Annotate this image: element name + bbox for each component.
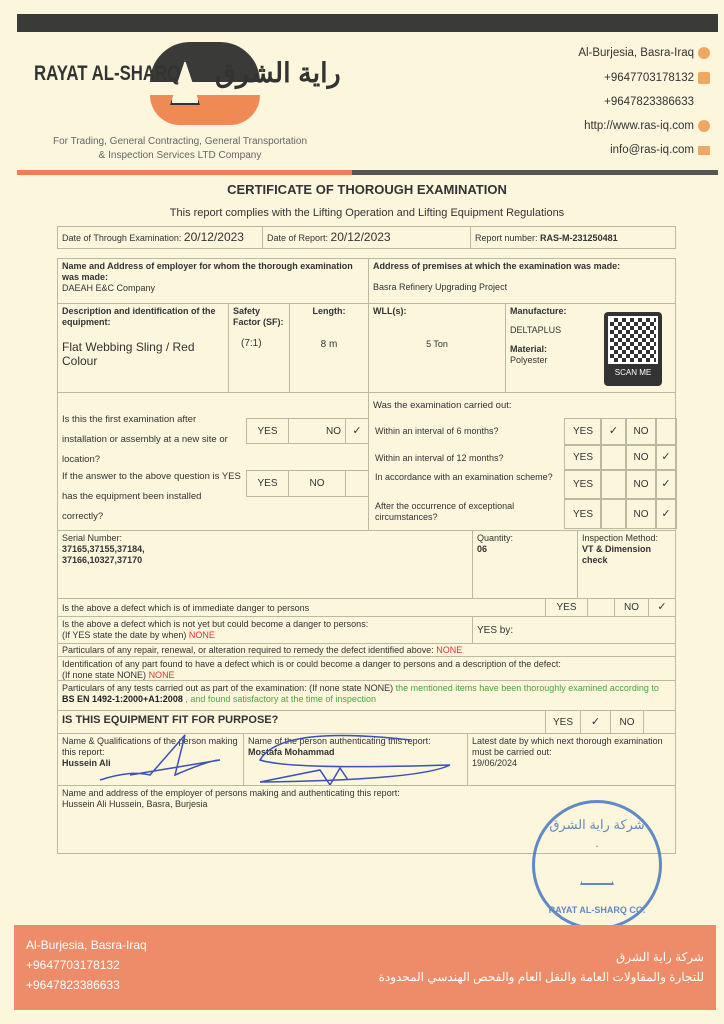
carried-out-no[interactable]: NO [625,499,657,529]
carried-out-no[interactable]: NO [625,445,657,470]
label: Length: [312,306,346,316]
value: Hussein Ali Hussein, Basra, Burjesia [62,799,208,809]
carried-out-checkbox: ✓ [600,418,627,445]
safety-factor-cell [228,303,290,393]
immediate-yes[interactable]: YES [545,598,588,617]
company-stamp [532,800,662,930]
carried-out-question: After the occurrence of exceptional circumstances? [375,501,515,522]
value: 19/06/2024 [472,758,518,768]
footer-arabic [379,947,704,987]
q1-no[interactable]: NO [288,418,346,444]
label: Quantity: [477,533,514,543]
carried-out-question: Within an interval of 12 months? [375,453,504,463]
next-exam-cell [467,733,676,786]
carried-out-checkbox [600,470,627,499]
label: Is the above a defect which is not yet but could become a danger to persons: [62,619,369,629]
label: Identification of any part found to have a defect which is or could become a danger to persons and a description of the defect: [62,659,561,669]
qr-code[interactable] [604,312,662,386]
website-text[interactable]: http://www.ras-iq.com [584,120,694,132]
footer-contact [26,935,147,995]
q1-yes[interactable]: YES [246,418,289,444]
value: NONE [436,645,463,655]
label: Address of premises at which the examination was made: [373,261,621,271]
label: Material: [510,344,548,354]
top-bar [17,14,718,32]
signatures [90,730,470,790]
email-text[interactable]: info@ras-iq.com [610,144,694,156]
carried-out-yes[interactable]: YES [564,470,602,499]
footer-address: Al-Burjesia, Basra-Iraq [26,938,147,952]
value: 20/12/2023 [330,230,391,244]
value: VT & Dimension check [582,544,652,565]
carried-out-question: In accordance with an examination scheme? [375,472,553,482]
brand-name-arabic: راية الشرق [215,58,341,88]
fit-yes[interactable]: YES [545,710,581,734]
globe-icon [698,120,710,132]
footer-arabic-line-2: للتجارة والمقاولات العامة والنقل العام والفحص الهندسي المحدودة [378,970,704,984]
immediate-danger-question: Is the above a defect which is of immediate danger to persons [57,598,546,617]
employer-cell [57,258,369,304]
stamp-english-text: RAYAT AL-SHARQ CO. [548,905,646,915]
value: RAS-M-231250481 [540,233,618,243]
location-pin-icon [698,47,710,59]
qr-icon [608,316,658,364]
label: Name and address of the employer of persons making and authenticating this report: [62,788,400,798]
carried-out-checkbox: ✓ [655,499,677,529]
value: Basra Refinery Upgrading Project [373,282,508,292]
carried-out-checkbox: ✓ [655,445,677,470]
scan-me-label: SCAN ME [614,368,652,377]
contact-address [578,47,710,59]
stamp-arabic-text: شركة راية الشرق [549,817,645,832]
footer-phone-2: +9647823386633 [26,978,120,992]
label: (If YES state the date by when) [62,630,187,640]
stamp-derrick-icon [580,845,614,885]
label: Safety Factor (SF): [233,306,284,327]
immediate-yes-box [587,598,615,617]
fit-no[interactable]: NO [610,710,644,734]
value: 5 Ton [426,339,448,349]
description-cell [57,303,229,393]
value: NONE [148,670,175,680]
yes-by-field[interactable]: YES by: [472,616,676,644]
contact-phone-1 [604,72,710,84]
quantity-cell [472,530,578,599]
serial-line-1: 37165,37155,37184, [62,544,145,554]
divider-dark [352,170,718,175]
label: Inspection Method: [582,533,659,543]
signature-mostafa [260,736,450,786]
label: Manufacture: [510,306,567,316]
standard: BS EN 1492-1:2000+A1:2008 [62,694,183,704]
value: Flat Webbing Sling / Red Colour [62,340,195,368]
signature-hussein [100,735,220,780]
contact-email [610,144,710,156]
q2-yes[interactable]: YES [246,470,289,497]
length-cell [289,303,369,393]
label: WLL(s): [373,306,407,316]
report-number [470,226,676,249]
q2-empty [345,470,369,497]
carried-out-checkbox: ✓ [655,470,677,499]
manufacture-cell [505,303,597,393]
label: Particulars of any tests carried out as part of the examination: (If none state NONE) [62,683,394,693]
phone-text: +9647823386633 [604,96,694,108]
fit-yes-checkmark: ✓ [580,710,611,734]
identification-cell [57,656,676,681]
contact-phone-2 [604,96,694,108]
immediate-no-checkmark: ✓ [648,598,676,617]
immediate-no[interactable]: NO [614,598,649,617]
value: NONE [188,630,215,640]
label: Report number: [475,233,538,243]
carried-out-no[interactable]: NO [625,418,657,445]
qr-cell [596,303,676,393]
contact-website [584,120,710,132]
carried-out-yes[interactable]: YES [564,445,602,470]
installed-correctly-question: If the answer to the above question is YES has the equipment been installed correctly? [62,471,241,522]
tagline [20,135,340,163]
future-danger-cell [57,616,473,644]
value: Mostafa Mohammad [248,747,335,757]
label: Date of Report: [267,233,329,243]
label: Date of Through Examination: [62,233,182,243]
q2-no[interactable]: NO [288,470,346,497]
value: , and found satisfactory at the time of inspection [185,694,376,704]
serial-line-2: 37166,10327,37170 [62,555,143,565]
premises-cell [368,258,676,304]
divider-orange [17,170,352,175]
tests-cell [57,680,676,711]
certificate-title: CERTIFICATE OF THOROUGH EXAMINATION [227,182,507,197]
label: Serial Number: [62,533,123,543]
label: Name of the person authenticating this report: [248,736,431,746]
label: Particulars of any repair, renewal, or alteration required to remedy the defect identified above: [62,645,434,655]
exam-date [57,226,263,249]
fit-no-box [643,710,676,734]
carried-out-label: Was the examination carried out: [373,400,512,411]
tagline-line-2: & Inspection Services LTD Company [98,150,262,161]
wll-cell [368,303,506,393]
label: Name and Address of employer for whom the thorough examination was made: [62,261,353,282]
carried-out-checkbox [655,418,677,445]
value: 20/12/2023 [183,230,244,244]
footer-band [14,925,716,1010]
address-text: Al-Burjesia, Basra-Iraq [578,47,694,59]
value: Hussein Ali [62,758,111,768]
phone-icon [698,72,710,84]
repair-cell [57,643,676,657]
phone-text: +9647703178132 [604,72,694,84]
value: DAEAH E&C Company [62,283,156,293]
first-exam-question: Is this the first examination after installation or assembly at a new site or location? [62,414,228,465]
carried-out-yes[interactable]: YES [564,418,602,445]
q1-no-checkmark: ✓ [345,418,369,444]
label: IS THIS EQUIPMENT FIT FOR PURPOSE? [62,714,279,726]
carried-out-yes[interactable]: YES [564,499,602,529]
label: (If none state NONE) [62,670,147,680]
tagline-line-1: For Trading, General Contracting, General Transportation [52,136,308,147]
value: (7:1) [241,338,262,349]
carried-out-checkbox [600,499,627,529]
label: Name & Qualifications of the person making this report: [62,736,238,757]
logo-gear-bottom [150,95,260,125]
label: Description and identification of the equipment: [62,306,216,327]
method-cell [577,530,676,599]
value: Polyester [510,355,548,365]
envelope-icon [698,146,710,155]
value: the mentioned items have been thoroughly examined according to [395,683,659,693]
footer-arabic-line-1: شركة راية الشرق [615,950,704,964]
brand-name: RAYAT AL-SHARQ [34,62,181,85]
value: 8 m [320,339,338,350]
report-date [262,226,471,249]
label: Latest date by which next thorough examination must be carried out: [472,736,663,757]
carried-out-no[interactable]: NO [625,470,657,499]
footer-phone-1: +9647703178132 [26,958,120,972]
certificate-subtitle: This report complies with the Lifting Operation and Lifting Equipment Regulations [169,207,565,219]
value: DELTAPLUS [510,325,562,335]
carried-out-question: Within an interval of 6 months? [375,426,499,436]
value: 06 [477,544,488,554]
serial-cell [57,530,473,599]
carried-out-checkbox [600,445,627,470]
